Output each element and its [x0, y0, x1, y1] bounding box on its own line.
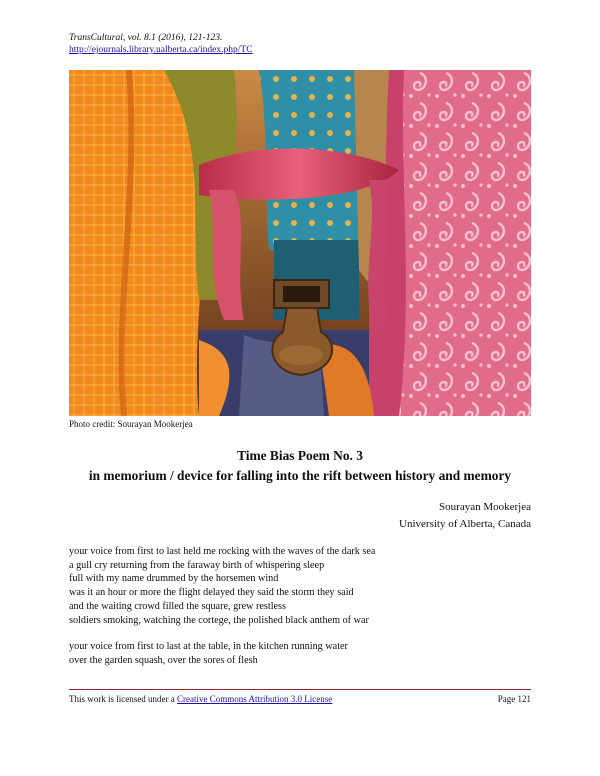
- stanza: [69, 545, 375, 627]
- journal-header: [69, 32, 253, 56]
- poem-line: soldiers smoking, watching the cortege, the polished black anthem of war: [69, 614, 369, 626]
- author-block: [399, 499, 531, 533]
- poem-line: a gull cry returning from the faraway birth of whispering sleep: [69, 559, 325, 571]
- journal-citation: TransCultural, vol. 8.1 (2016), 121-123.: [69, 33, 223, 43]
- poem-title-block: [40, 446, 560, 486]
- license-prefix: This work is licensed under a: [69, 694, 177, 704]
- page-number: Page 121: [497, 694, 531, 704]
- photo-caption: Photo credit: Sourayan Mookerjea: [69, 419, 193, 429]
- poem-line: and the waiting crowd filled the square, grew restless: [69, 600, 286, 612]
- poem-line: was it an hour or more the flight delayed they said the storm they said: [69, 587, 354, 599]
- textile-photo-illustration: [69, 70, 531, 416]
- author-name: Sourayan Mookerjea: [439, 501, 531, 513]
- author-affiliation: University of Alberta, Canada: [399, 518, 531, 530]
- poem-line: your voice from first to last held me rocking with the waves of the dark sea: [69, 546, 376, 557]
- footer-license: [69, 694, 332, 704]
- poem-line: your voice from first to last at the table, in the kitchen running water: [69, 641, 348, 653]
- journal-url-link[interactable]: http://ejournals.library.ualberta.ca/index.php/TC: [69, 45, 253, 55]
- footer-divider: [69, 689, 531, 690]
- poem-line: over the garden squash, over the sores of flesh: [69, 654, 258, 666]
- poem-subtitle: in memorium / device for falling into the rift between history and memory: [88, 468, 512, 483]
- poem-title: Time Bias Poem No. 3: [237, 448, 363, 463]
- poem-line: full with my name drummed by the horsemen wind: [69, 573, 279, 585]
- poem-body: [69, 545, 375, 681]
- license-link[interactable]: Creative Commons Attribution 3.0 License: [176, 694, 333, 704]
- stanza: [69, 640, 375, 667]
- textile-photo: [69, 70, 531, 416]
